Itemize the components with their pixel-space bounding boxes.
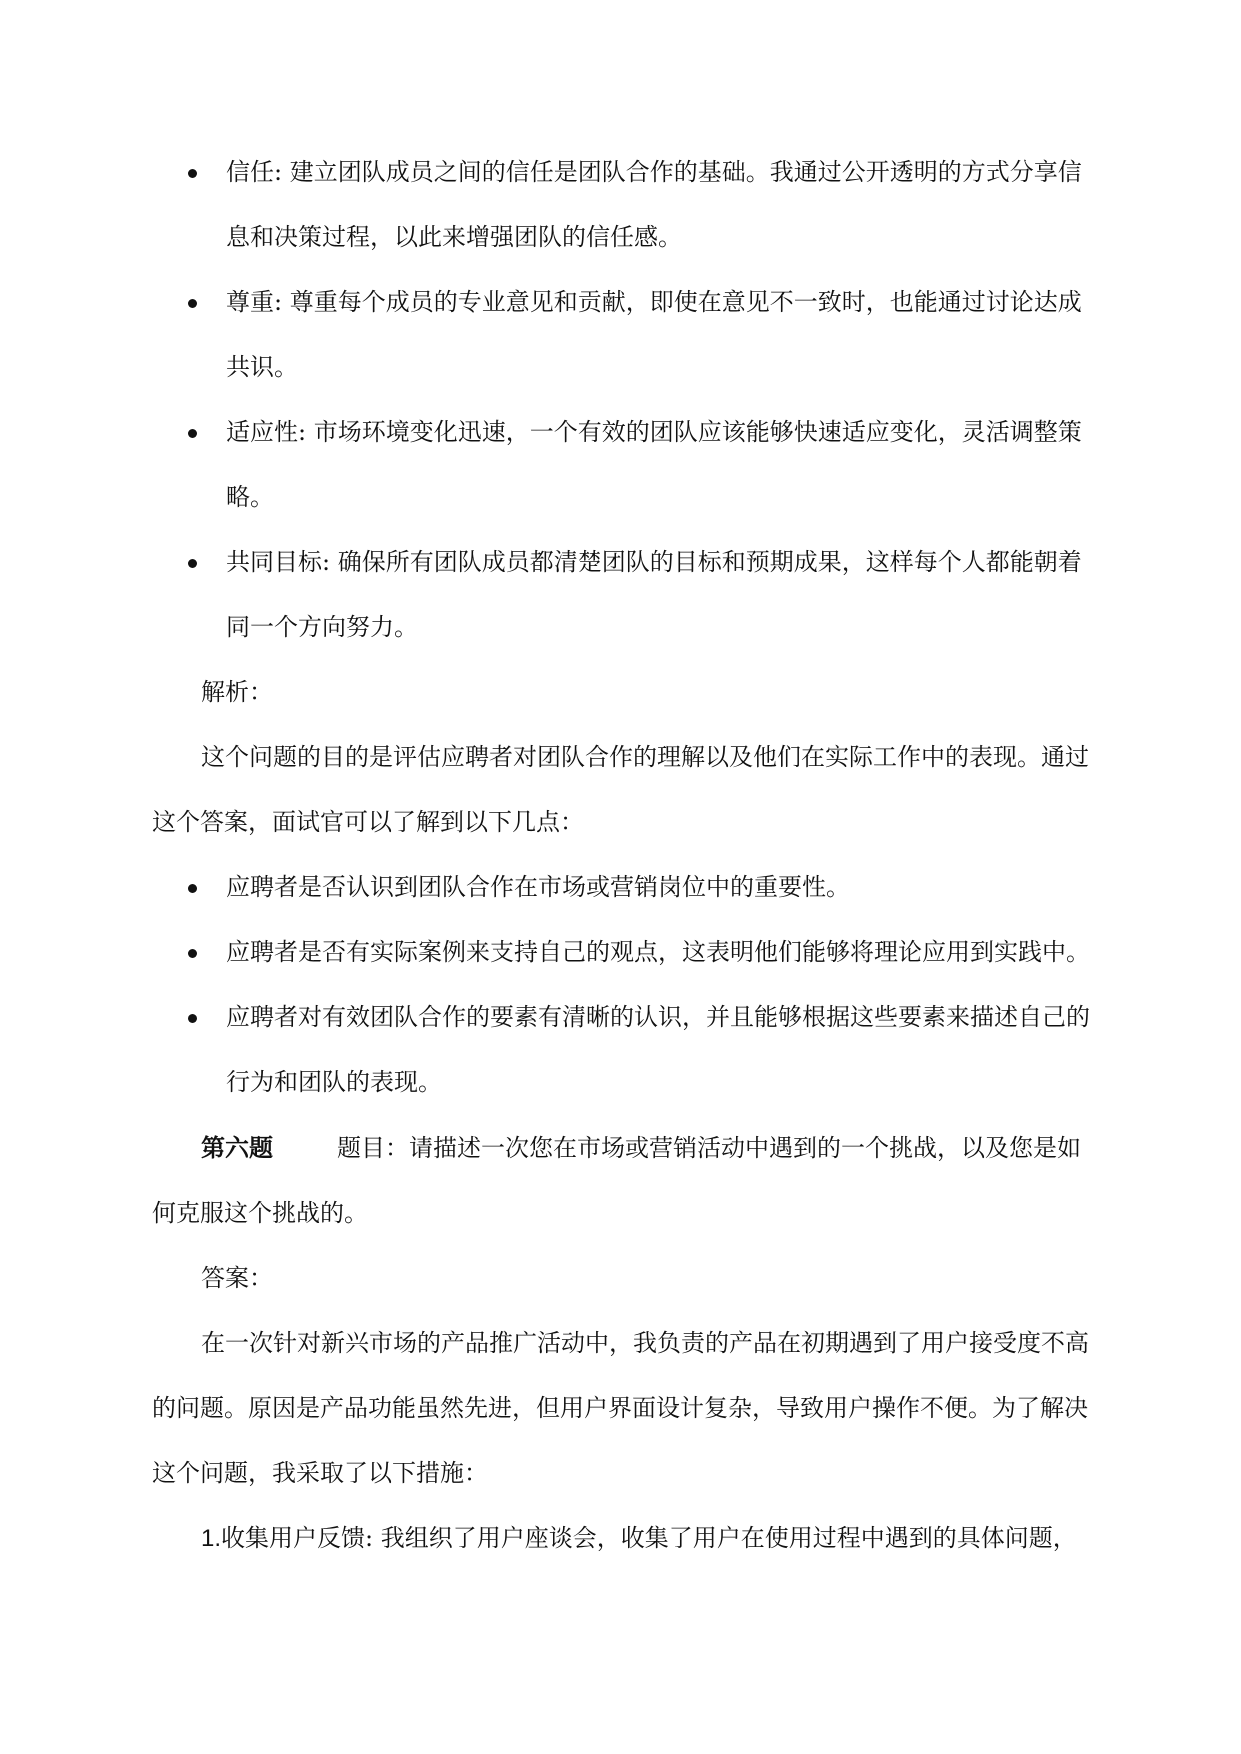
bullet-icon <box>188 429 197 438</box>
analysis-label: 解析： <box>201 678 273 706</box>
document-content <box>152 140 1096 1571</box>
bullet-icon <box>188 299 197 308</box>
question-paragraph <box>152 1115 1096 1246</box>
list-item-text: 应聘者是否有实际案例来支持自己的观点，这表明他们能够将理论应用到实践中。 <box>226 938 1090 966</box>
question-title: 第六题 <box>201 1133 273 1162</box>
answer-label: 答案： <box>201 1264 273 1292</box>
bullet-icon <box>188 884 197 893</box>
list-item-text: 适应性: 市场环境变化迅速，一个有效的团队应该能够快速适应变化，灵活调整策略。 <box>226 418 1082 511</box>
list-item-text: 尊重: 尊重每个成员的专业意见和贡献，即使在意见不一致时，也能通过讨论达成共识。 <box>226 288 1082 381</box>
list-item-text: 信任: 建立团队成员之间的信任是团队合作的基础。我通过公开透明的方式分享信息和决策过程，以此来增强团队的信任感。 <box>226 158 1082 251</box>
answer-paragraph: 在一次针对新兴市场的产品推广活动中，我负责的产品在初期遇到了用户接受度不高的问题。原因是产品功能虽然先进，但用户界面设计复杂，导致用户操作不便。为了解决这个问题，我采取了以下措施： <box>152 1329 1089 1487</box>
analysis-paragraph: 这个问题的目的是评估应聘者对团队合作的理解以及他们在实际工作中的表现。通过这个答案，面试官可以了解到以下几点： <box>152 743 1089 836</box>
list-item <box>152 855 1096 920</box>
list-item-text: 共同目标: 确保所有团队成员都清楚团队的目标和预期成果，这样每个人都能朝着同一个方向努力。 <box>226 548 1082 641</box>
list-item-text: 应聘者是否认识到团队合作在市场或营销岗位中的重要性。 <box>226 873 850 901</box>
list-item <box>152 400 1096 530</box>
list-item <box>152 140 1096 270</box>
list-item <box>152 530 1096 660</box>
list-item <box>152 920 1096 985</box>
bullet-icon <box>188 169 197 178</box>
step-text: 收集用户反馈: 我组织了用户座谈会，收集了用户在使用过程中遇到的具体问题， <box>221 1524 1077 1552</box>
list-item <box>152 270 1096 400</box>
step-number: 1. <box>201 1525 222 1552</box>
bullet-icon <box>188 949 197 958</box>
list-item <box>152 985 1096 1115</box>
list-item-text: 应聘者对有效团队合作的要素有清晰的认识，并且能够根据这些要素来描述自己的行为和团队的表现。 <box>226 1003 1090 1096</box>
question-text: 题目：请描述一次您在市场或营销活动中遇到的一个挑战，以及您是如何克服这个挑战的。 <box>152 1134 1081 1227</box>
numbered-step <box>152 1506 1096 1571</box>
bullet-icon <box>188 1014 197 1023</box>
bullet-icon <box>188 559 197 568</box>
